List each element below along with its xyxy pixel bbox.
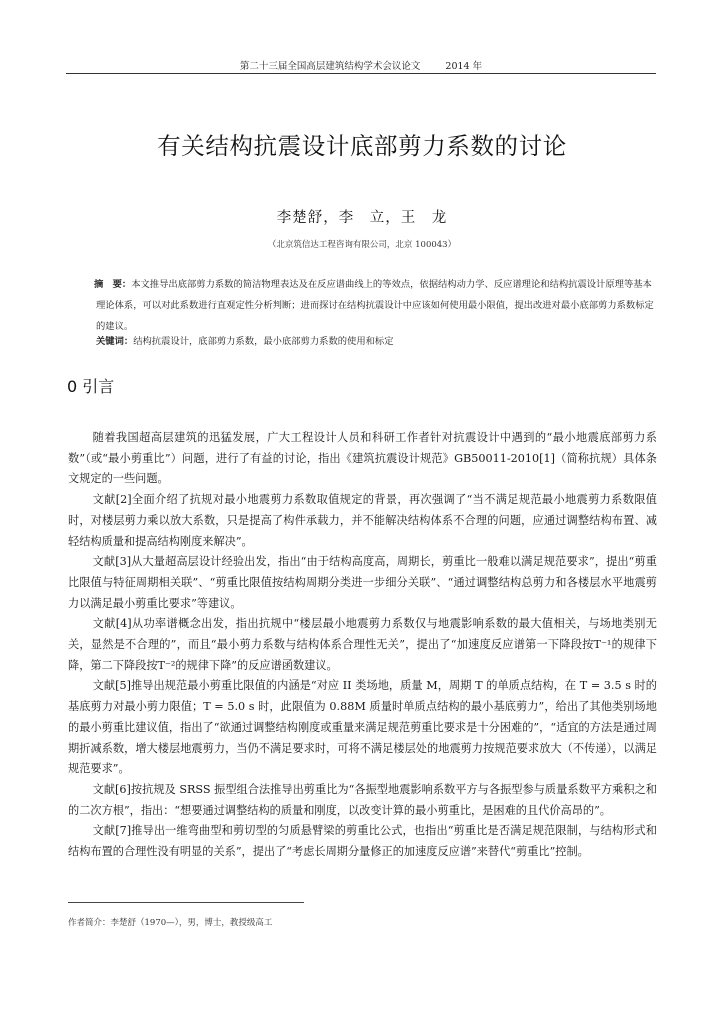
running-header bbox=[66, 58, 656, 72]
affiliation: （北京筑信达工程咨询有限公司，北京 100043） bbox=[267, 240, 457, 250]
conference-year: 2014 年 bbox=[445, 61, 483, 72]
paragraph: 文献[2]全面介绍了抗规对最小地震剪力系数取值规定的背景，再次强调了“当不满足规范最小地震剪力系数限值时，对楼层剪力乘以放大系数，只是提高了构件承载力，并不能解决结构体系不合理的问题，应通过调整结构布置、减轻结构质量和提高结构刚度来解决”。 bbox=[68, 493, 657, 548]
paragraph: 文献[6]按抗规及 SRSS 振型组合法推导出剪重比为“各振型地震影响系数平方与各振型参与质量系数平方乘积之和的二次方根”，指出：“想要通过调整结构的质量和刚度，以改变计算的最小剪重比，是困难的且代价高昂的”。 bbox=[68, 782, 657, 817]
paragraph: 文献[4]从功率谱概念出发，指出抗规中“楼层最小地震剪力系数仅与地震影响系数的最大值相关，与场地类别无关，显然是不合理的”，而且“最小剪力系数与结构体系合理性无关”，提出了“加速度反应谱第一下降段按T⁻¹的规律下降，第二下降段按T⁻²的规律下降”的反应谱函数建议。 bbox=[68, 617, 657, 672]
header-divider bbox=[66, 73, 656, 74]
footnote-divider bbox=[68, 902, 304, 903]
keywords-text: 结构抗震设计，底部剪力系数，最小底部剪力系数的使用和标定 bbox=[133, 336, 394, 347]
paragraph: 随着我国超高层建筑的迅猛发展，广大工程设计人员和科研工作者针对抗震设计中遇到的“最小地震底部剪力系数”（或“最小剪重比”）问题，进行了有益的讨论，指出《建筑抗震设计规范》GB50011-2010[1]（简称抗规）具体条文规定的一些问题。 bbox=[68, 431, 657, 486]
author-list: 李楚舒，李 立，王 龙 bbox=[276, 210, 448, 226]
body-text bbox=[68, 428, 657, 863]
section-heading: 0 引言 bbox=[67, 377, 115, 396]
conference-name: 第二十三届全国高层建筑结构学术会议论文 bbox=[239, 61, 421, 72]
paragraph: 文献[3]从大量超高层设计经验出发，指出“由于结构高度高，周期长，剪重比一般难以满足规范要求”，提出“剪重比限值与特征周期相关联”、“剪重比限值按结构周期分类进一步细分关联”、“通过调整结构总剪力和各楼层水平地震剪力以满足最小剪重比要求”等建议。 bbox=[68, 555, 657, 610]
paragraph: 文献[7]推导出一维弯曲型和剪切型的匀质悬臂梁的剪重比公式，也指出“剪重比是否满足规范限制，与结构形式和结构布置的合理性没有明显的关系”，提出了“考虑长周期分量修正的加速度反应谱”来替代“剪重比”控制。 bbox=[68, 824, 657, 859]
abstract-label: 摘 要： bbox=[94, 279, 132, 290]
keywords bbox=[96, 334, 658, 350]
paper-title: 有关结构抗震设计底部剪力系数的讨论 bbox=[157, 132, 567, 160]
abstract-text: 本文推导出底部剪力系数的简洁物理表达及在反应谱曲线上的等效点，依据结构动力学、反应谱理论和结构抗震设计原理等基本理论体系，可以对此系数进行直观定性分析判断；进而探讨在结构抗震设计中应该如何使用最小限值，提出改进对最小底部剪力系数标定的建议。 bbox=[96, 279, 654, 332]
keywords-label: 关键词： bbox=[96, 336, 134, 347]
paragraph: 文献[5]推导出规范最小剪重比限值的内涵是“对应 II 类场地，质量 M，周期 T 的单质点结构，在 T = 3.5 s 时的基底剪力对最小剪力限值；T = 5.0 s 时，此限值为 0.88M 质量时单质点结构的最小基底剪力”，给出了其他类别场地的最小剪重比建议值，指出了“欲通过调整结构刚度或重量来满足规范剪重比要求是十分困难的”，“适宜的方法是通过周期折减系数，增大楼层地震剪力，当仍不满足要求时，可将不满足楼层处的地震剪力按规范要求放大（不传递），以满足规范要求”。 bbox=[68, 679, 657, 776]
author-footnote: 作者简介：李楚舒（1970—），男，博士，教授级高工 bbox=[68, 918, 273, 928]
abstract bbox=[96, 274, 658, 337]
